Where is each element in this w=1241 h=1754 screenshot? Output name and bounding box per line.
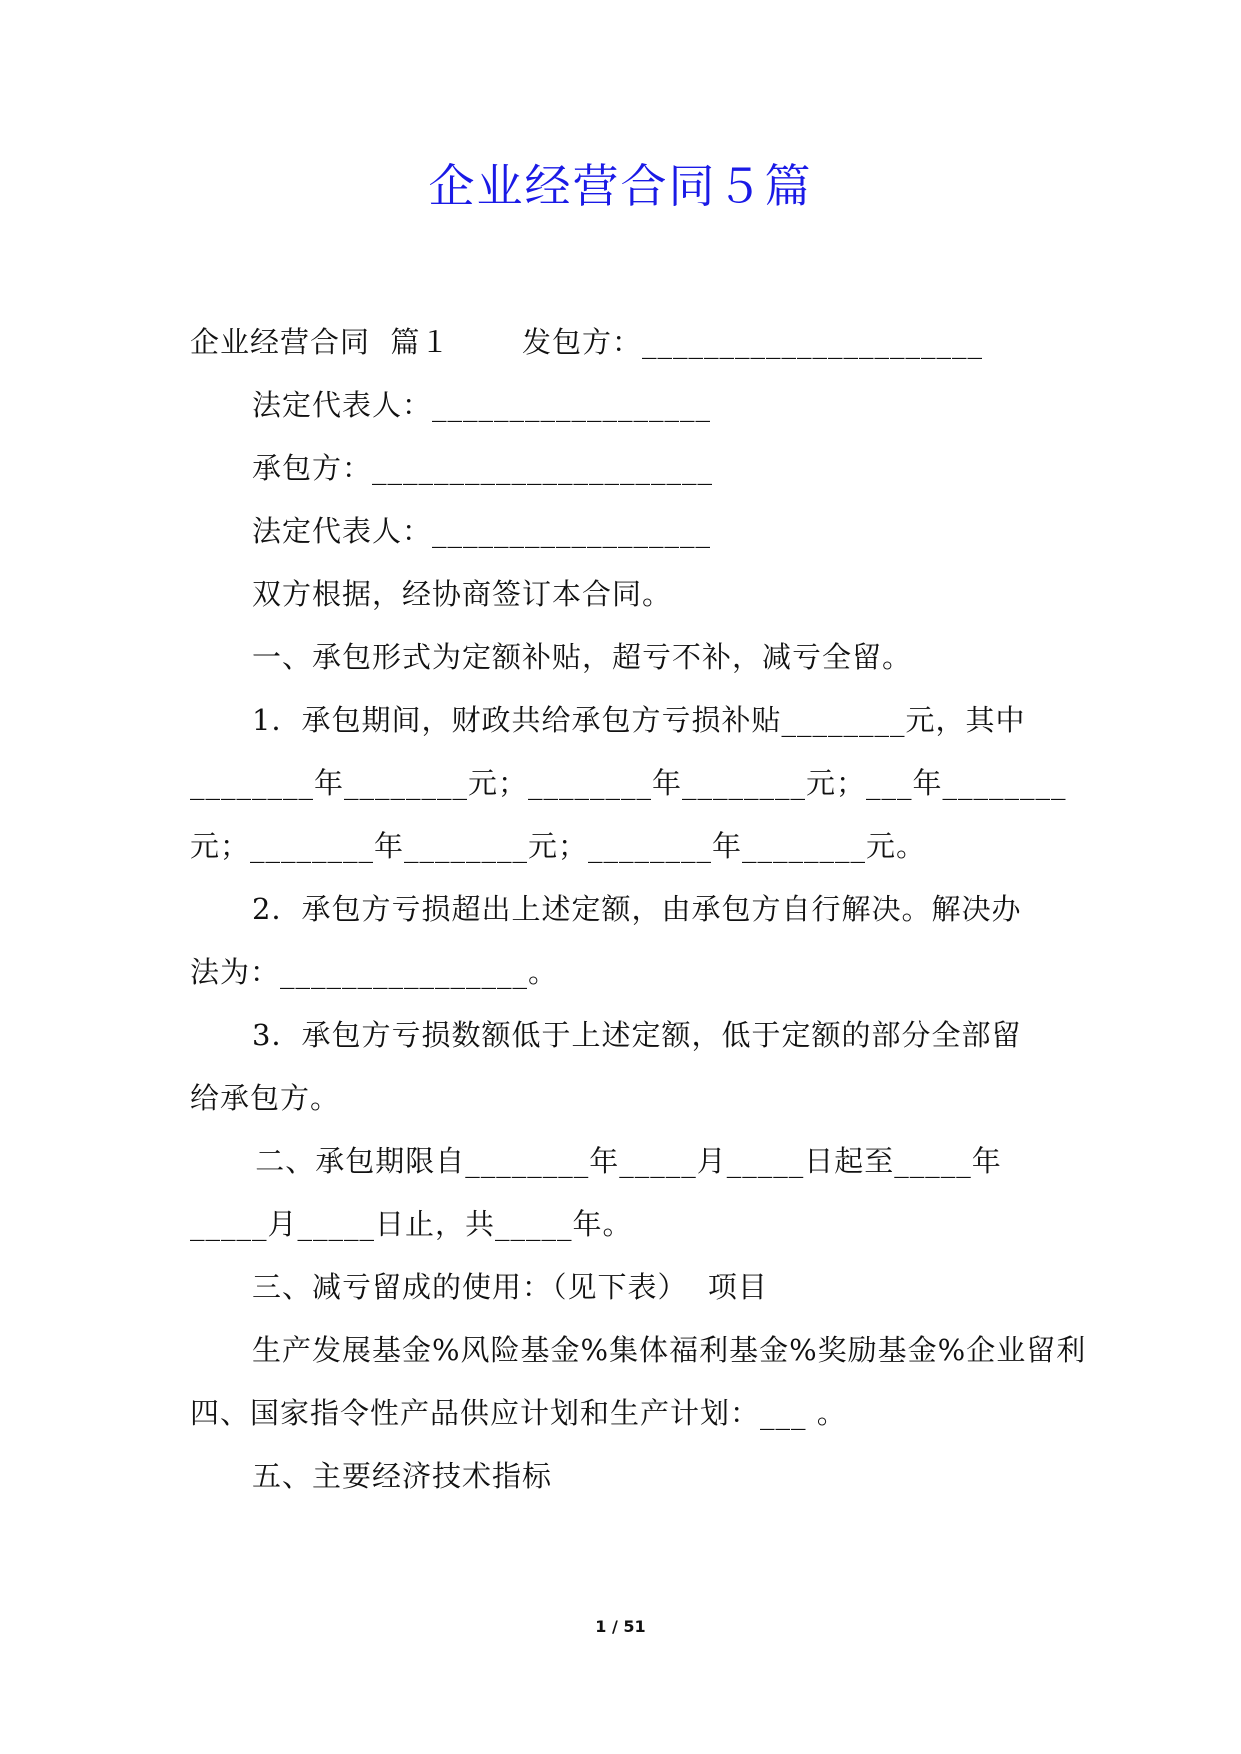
contract-heading-line: 企业经营合同 篇１ 发包方：______________________ — [190, 325, 983, 359]
clause-2-line-b: _____月_____日止，共_____年。 — [190, 1207, 633, 1241]
clause-1-1-line-a: 1．承包期间，财政共给承包方亏损补贴________元，其中 — [252, 703, 1026, 737]
document-title: 企业经营合同５篇 — [428, 159, 813, 213]
clause-1-2-line-a: 2．承包方亏损超出上述定额，由承包方自行解决。解决办 — [252, 892, 1022, 926]
clause-1-3-line-b: 给承包方。 — [190, 1081, 341, 1115]
agreement-line: 双方根据，经协商签订本合同。 — [252, 577, 673, 611]
legal-rep-line-2: 法定代表人：__________________ — [252, 514, 712, 548]
clause-1-1-line-b: ________年________元；________年________元；___年________ — [190, 766, 1067, 800]
contractor-line: 承包方：______________________ — [252, 451, 714, 485]
clause-3-line: 三、减亏留成的使用：（见下表） 项目 — [252, 1270, 768, 1304]
page-number: 1 / 51 — [595, 1617, 646, 1636]
clause-1-3-line-a: 3．承包方亏损数额低于上述定额，低于定额的部分全部留 — [252, 1018, 1022, 1052]
funds-line: 生产发展基金%风险基金%集体福利基金%奖励基金%企业留利 — [252, 1333, 1087, 1367]
clause-2-line-a: 二、承包期限自________年_____月_____日起至_____年 — [245, 1144, 1002, 1178]
clause-4-line: 四、国家指令性产品供应计划和生产计划：___ 。 — [190, 1396, 847, 1430]
clause-1-2-line-b: 法为：________________。 — [190, 955, 559, 989]
clause-1-1-line-c: 元；________年________元；________年________元。 — [190, 829, 927, 863]
clause-1-line: 一、承包形式为定额补贴，超亏不补，减亏全留。 — [252, 640, 913, 674]
clause-5-line: 五、主要经济技术指标 — [252, 1459, 553, 1493]
legal-rep-line-1: 法定代表人：__________________ — [252, 388, 712, 422]
